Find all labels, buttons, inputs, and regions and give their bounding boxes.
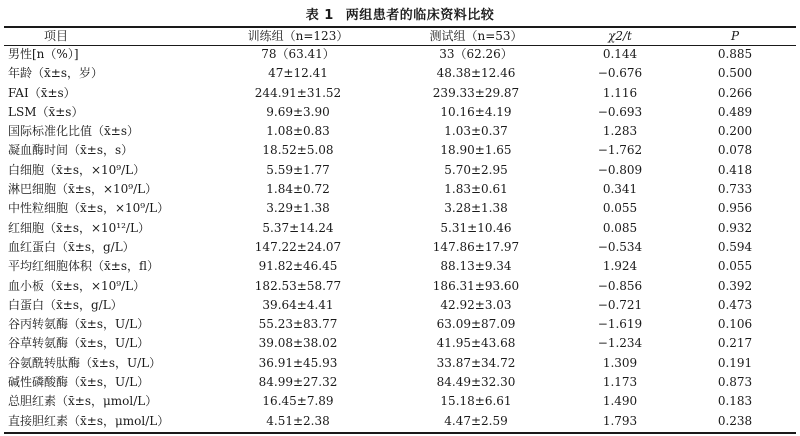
header-item: 项目 [44, 29, 69, 43]
cell-training-group: 39.08±38.02 [258, 336, 338, 351]
cell-p-value: 0.055 [717, 259, 753, 274]
row-label: 白细胞（x̄±s，×10⁹/L） [8, 162, 146, 177]
row-label: 平均红细胞体积（x̄±s，fl） [8, 259, 159, 274]
cell-test-group: 48.38±12.46 [436, 66, 516, 81]
cell-statistic: 0.341 [602, 182, 638, 197]
cell-p-value: 0.392 [717, 278, 753, 293]
cell-training-group: 84.99±27.32 [258, 375, 338, 390]
table-row [4, 296, 796, 315]
cell-p-value: 0.873 [717, 375, 753, 390]
table-row [4, 354, 796, 373]
cell-training-group: 91.82±46.45 [258, 259, 338, 274]
table-row [4, 84, 796, 103]
table-row [4, 219, 796, 238]
row-label: 男性[n（%）] [8, 47, 79, 61]
cell-p-value: 0.191 [717, 355, 753, 370]
cell-test-group: 5.70±2.95 [444, 162, 508, 177]
cell-statistic: −1.234 [597, 336, 643, 351]
cell-test-group: 63.09±87.09 [436, 317, 516, 332]
table-caption: 两组患者的临床资料比较 [345, 8, 495, 23]
row-label: 凝血酶时间（x̄±s，s） [8, 143, 134, 158]
cell-training-group: 5.37±14.24 [262, 220, 334, 235]
cell-test-group: 15.18±6.61 [440, 394, 512, 409]
row-label: 白蛋白（x̄±s，g/L） [8, 297, 123, 312]
cell-statistic: −0.809 [597, 162, 643, 177]
bottom-rule [4, 432, 796, 434]
cell-statistic: 0.085 [602, 220, 638, 235]
cell-statistic: 1.173 [602, 375, 638, 390]
row-label: 直接胆红素（x̄±s，μmol/L） [8, 413, 170, 428]
table-row [4, 141, 796, 160]
row-label: 年龄（x̄±s，岁） [8, 66, 103, 81]
table-row [4, 257, 796, 276]
table-row [4, 199, 796, 218]
cell-test-group: 42.92±3.03 [440, 297, 512, 312]
cell-p-value: 0.078 [717, 143, 753, 158]
header-p-value: P [730, 29, 740, 43]
cell-test-group: 4.47±2.59 [444, 413, 508, 428]
cell-p-value: 0.473 [717, 297, 753, 312]
row-label: 谷氨酰转肽酶（x̄±s，U/L） [8, 355, 162, 370]
cell-p-value: 0.594 [717, 239, 753, 254]
row-label: 国际标准化比值（x̄±s） [8, 124, 139, 139]
cell-p-value: 0.266 [717, 85, 753, 100]
cell-training-group: 78（63.41） [261, 47, 335, 61]
cell-statistic: 1.490 [602, 394, 638, 409]
cell-test-group: 3.28±1.38 [444, 201, 508, 216]
cell-test-group: 5.31±10.46 [440, 220, 512, 235]
cell-p-value: 0.106 [717, 317, 753, 332]
row-label: 血红蛋白（x̄±s，g/L） [8, 239, 135, 254]
cell-test-group: 33.87±34.72 [436, 355, 516, 370]
table-row [4, 45, 796, 64]
cell-test-group: 147.86±17.97 [432, 239, 520, 254]
table-row [4, 103, 796, 122]
cell-statistic: −1.762 [597, 143, 643, 158]
header-test-group: 测试组（n=53） [429, 29, 523, 43]
header-statistic: χ2/t [608, 29, 632, 43]
header-row [4, 27, 796, 45]
cell-statistic: 1.116 [602, 85, 638, 100]
cell-test-group: 239.33±29.87 [432, 85, 520, 100]
cell-statistic: 1.283 [602, 124, 638, 139]
row-label: 红细胞（x̄±s，×10¹²/L） [8, 220, 150, 235]
cell-test-group: 88.13±9.34 [440, 259, 512, 274]
row-label: FAI（x̄±s） [8, 85, 76, 100]
cell-test-group: 41.95±43.68 [436, 336, 516, 351]
cell-p-value: 0.489 [717, 104, 753, 119]
cell-statistic: −1.619 [597, 317, 643, 332]
cell-test-group: 1.83±0.61 [444, 182, 508, 197]
table-number: 表 1 [305, 8, 334, 23]
table-row [4, 412, 796, 431]
row-label: 谷丙转氨酶（x̄±s，U/L） [8, 317, 150, 332]
row-label: 中性粒细胞（x̄±s，×10⁹/L） [8, 201, 170, 216]
table-row [4, 161, 796, 180]
cell-statistic: −0.856 [597, 278, 643, 293]
cell-p-value: 0.217 [717, 336, 753, 351]
cell-training-group: 1.84±0.72 [266, 182, 330, 197]
cell-training-group: 47±12.41 [268, 66, 328, 81]
cell-statistic: 1.793 [602, 413, 638, 428]
cell-training-group: 244.91±31.52 [254, 85, 342, 100]
cell-statistic: 1.924 [602, 259, 638, 274]
cell-p-value: 0.183 [717, 394, 753, 409]
cell-training-group: 182.53±58.77 [254, 278, 342, 293]
cell-training-group: 1.08±0.83 [266, 124, 330, 139]
cell-training-group: 55.23±83.77 [258, 317, 338, 332]
cell-training-group: 39.64±4.41 [262, 297, 334, 312]
cell-test-group: 10.16±4.19 [440, 104, 512, 119]
cell-statistic: −0.721 [597, 297, 643, 312]
cell-p-value: 0.238 [717, 413, 753, 428]
table-row [4, 315, 796, 334]
cell-test-group: 1.03±0.37 [444, 124, 508, 139]
cell-statistic: 1.309 [602, 355, 638, 370]
cell-statistic: 0.144 [602, 47, 638, 61]
cell-training-group: 147.22±24.07 [254, 239, 342, 254]
row-label: 谷草转氨酶（x̄±s，U/L） [8, 336, 150, 351]
cell-test-group: 84.49±32.30 [436, 375, 516, 390]
cell-statistic: −0.693 [597, 104, 643, 119]
cell-statistic: 0.055 [602, 201, 638, 216]
cell-training-group: 18.52±5.08 [262, 143, 334, 158]
row-label: 总胆红素（x̄±s，μmol/L） [8, 394, 158, 409]
cell-training-group: 5.59±1.77 [266, 162, 330, 177]
cell-training-group: 36.91±45.93 [258, 355, 338, 370]
cell-p-value: 0.500 [717, 66, 753, 81]
table-row [4, 122, 796, 141]
cell-p-value: 0.956 [717, 201, 753, 216]
cell-p-value: 0.200 [717, 124, 753, 139]
row-label: 碱性磷酸酶（x̄±s，U/L） [8, 375, 150, 390]
table-row [4, 180, 796, 199]
row-label: 淋巴细胞（x̄±s，×10⁹/L） [8, 182, 158, 197]
table-title [0, 4, 800, 24]
table-row [4, 238, 796, 257]
cell-training-group: 16.45±7.89 [262, 394, 334, 409]
cell-test-group: 186.31±93.60 [432, 278, 520, 293]
row-label: 血小板（x̄±s，×10⁹/L） [8, 278, 146, 293]
cell-statistic: −0.676 [597, 66, 643, 81]
cell-test-group: 18.90±1.65 [440, 143, 512, 158]
table-row [4, 334, 796, 353]
cell-training-group: 4.51±2.38 [266, 413, 330, 428]
cell-p-value: 0.885 [717, 47, 753, 61]
table-row [4, 373, 796, 392]
cell-test-group: 33（62.26） [439, 47, 513, 61]
cell-p-value: 0.733 [717, 182, 753, 197]
table-row [4, 392, 796, 411]
clinical-data-table [4, 27, 796, 431]
cell-training-group: 9.69±3.90 [266, 104, 330, 119]
cell-statistic: −0.534 [597, 239, 643, 254]
table-row [4, 277, 796, 296]
cell-p-value: 0.932 [717, 220, 753, 235]
table-row [4, 64, 796, 83]
cell-p-value: 0.418 [717, 162, 753, 177]
header-training-group: 训练组（n=123） [247, 29, 349, 43]
cell-training-group: 3.29±1.38 [266, 201, 330, 216]
row-label: LSM（x̄±s） [8, 104, 84, 119]
